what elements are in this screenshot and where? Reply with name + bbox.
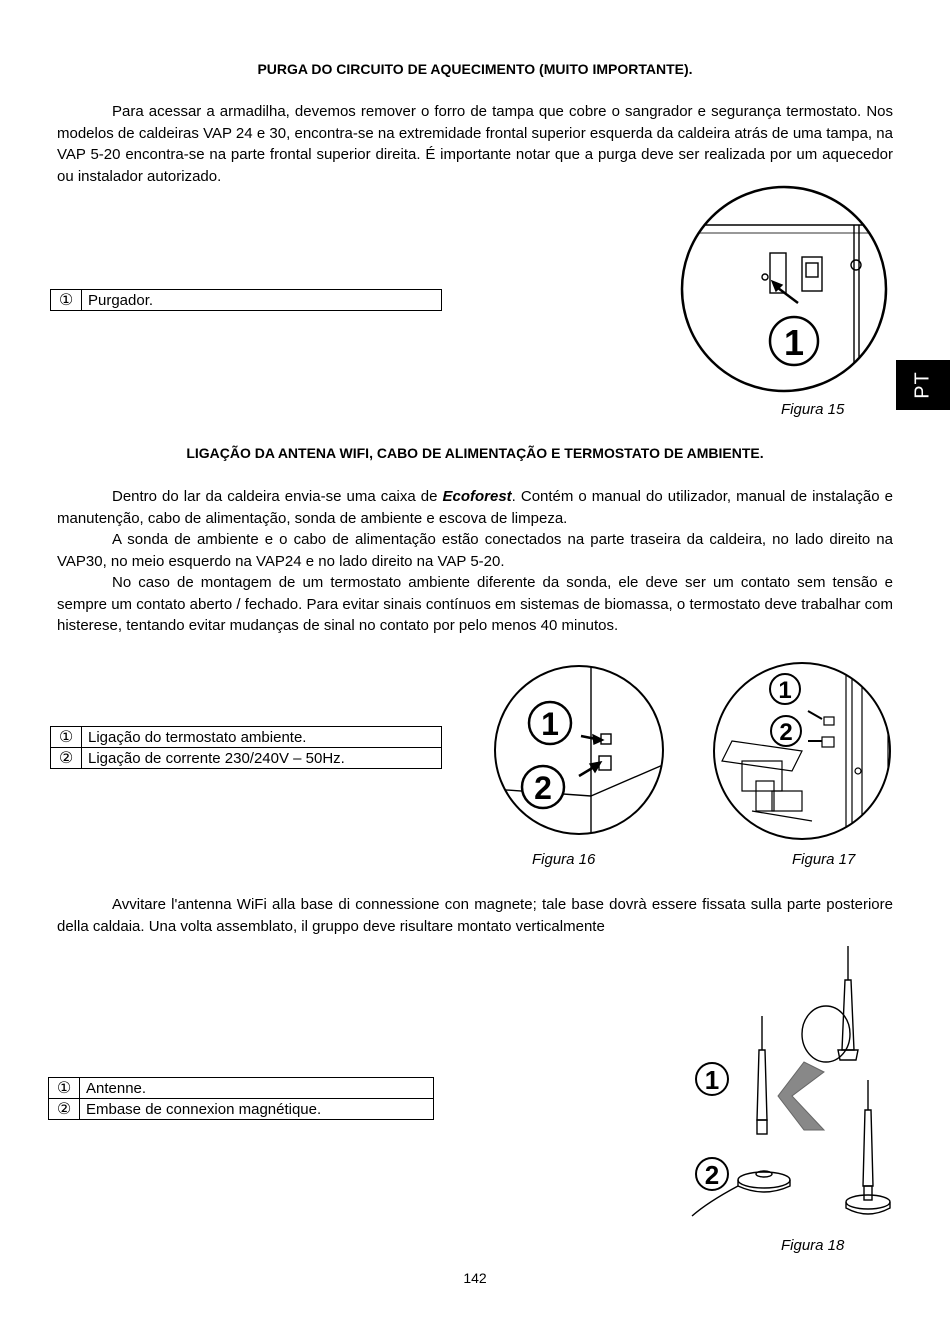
legend-row <box>51 727 442 748</box>
legend-number: ① <box>51 727 82 748</box>
fig16-callout-1: 1 <box>541 706 559 742</box>
figure-18-image <box>688 940 898 1230</box>
fig16-callout-2: 2 <box>534 770 552 806</box>
section1-heading: PURGA DO CIRCUITO DE AQUECIMENTO (MUITO IMPORTANTE). <box>257 61 693 77</box>
section1-paragraph: Para acessar a armadilha, devemos remover o forro de tampa que cobre o sangrador e segurança termostato. Nos modelos de caldeiras VAP 24 e 30, encontra-se na extremidade frontal superior esquerda da caldeira atrás de uma tampa, na VAP 5-20 encontra-se na parte frontal superior direita. É importante notar que a purga deve ser realizada por um aquecedor ou instalador autorizado. <box>57 103 893 185</box>
fig18-callout-1: 1 <box>704 1065 720 1095</box>
page-number: 142 <box>463 1270 487 1286</box>
section3-legend <box>48 1077 434 1120</box>
legend-row <box>49 1099 434 1120</box>
fig17-callout-1: 1 <box>778 677 792 704</box>
legend-row <box>49 1078 434 1099</box>
legend-number: ① <box>51 290 82 311</box>
figure-15-image <box>678 185 890 397</box>
brand-name: Ecoforest <box>442 488 512 505</box>
figure-17-image <box>712 661 892 841</box>
legend-number: ② <box>49 1099 80 1120</box>
legend-text: Antenne. <box>80 1078 434 1099</box>
legend-number: ② <box>51 748 82 769</box>
legend-number: ① <box>49 1078 80 1099</box>
fig18-callout-2: 2 <box>704 1160 720 1190</box>
section2-heading: LIGAÇÃO DA ANTENA WIFI, CABO DE ALIMENTAÇÃO E TERMOSTATO DE AMBIENTE. <box>186 445 764 461</box>
figure-15-caption: Figura 15 <box>781 401 845 418</box>
fig17-callout-2: 2 <box>779 719 793 746</box>
figure-17-caption: Figura 17 <box>792 851 856 868</box>
figure-16-caption: Figura 16 <box>532 851 596 868</box>
figure-18-caption: Figura 18 <box>781 1237 845 1254</box>
section3-paragraph: Avvitare l'antenna WiFi alla base di connessione con magnete; tale base dovrà essere fissata sulla parte posteriore della caldaia. Una volta assemblato, il gruppo deve risultare montato verticalmente <box>57 896 893 935</box>
section2-paragraph-2: A sonda de ambiente e o cabo de alimentação estão conectados na parte traseira da caldeira, no lado direito na VAP30, no meio esquerdo na VAP24 e no lado direito na VAP 5-20. <box>57 531 893 570</box>
language-tab: PT <box>896 360 950 410</box>
legend-text: Ligação do termostato ambiente. <box>82 727 442 748</box>
legend-row <box>51 748 442 769</box>
legend-text: Ligação de corrente 230/240V – 50Hz. <box>82 748 442 769</box>
legend-row <box>51 290 442 311</box>
figure-16-image <box>493 664 665 836</box>
section2-paragraph-1: Dentro do lar da caldeira envia-se uma caixa de Ecoforest. Contém o manual do utilizador, manual de instalação e manutenção, cabo de alimentação, sonda de ambiente e escova de limpeza. <box>57 488 893 527</box>
section1-legend <box>50 289 442 311</box>
legend-text: Embase de connexion magnétique. <box>80 1099 434 1120</box>
section2-legend <box>50 726 442 769</box>
section2-paragraph-3: No caso de montagem de um termostato ambiente diferente da sonda, ele deve ser um contato sem tensão e sempre um contato aberto / fechado. Para evitar sinais contínuos em sistemas de biomassa, o termostato deve trabalhar com histerese, tentando evitar mudanças de sinal no contato por pelo menos 40 minutos. <box>57 574 893 635</box>
legend-text: Purgador. <box>82 290 442 311</box>
fig15-callout: 1 <box>783 322 805 363</box>
